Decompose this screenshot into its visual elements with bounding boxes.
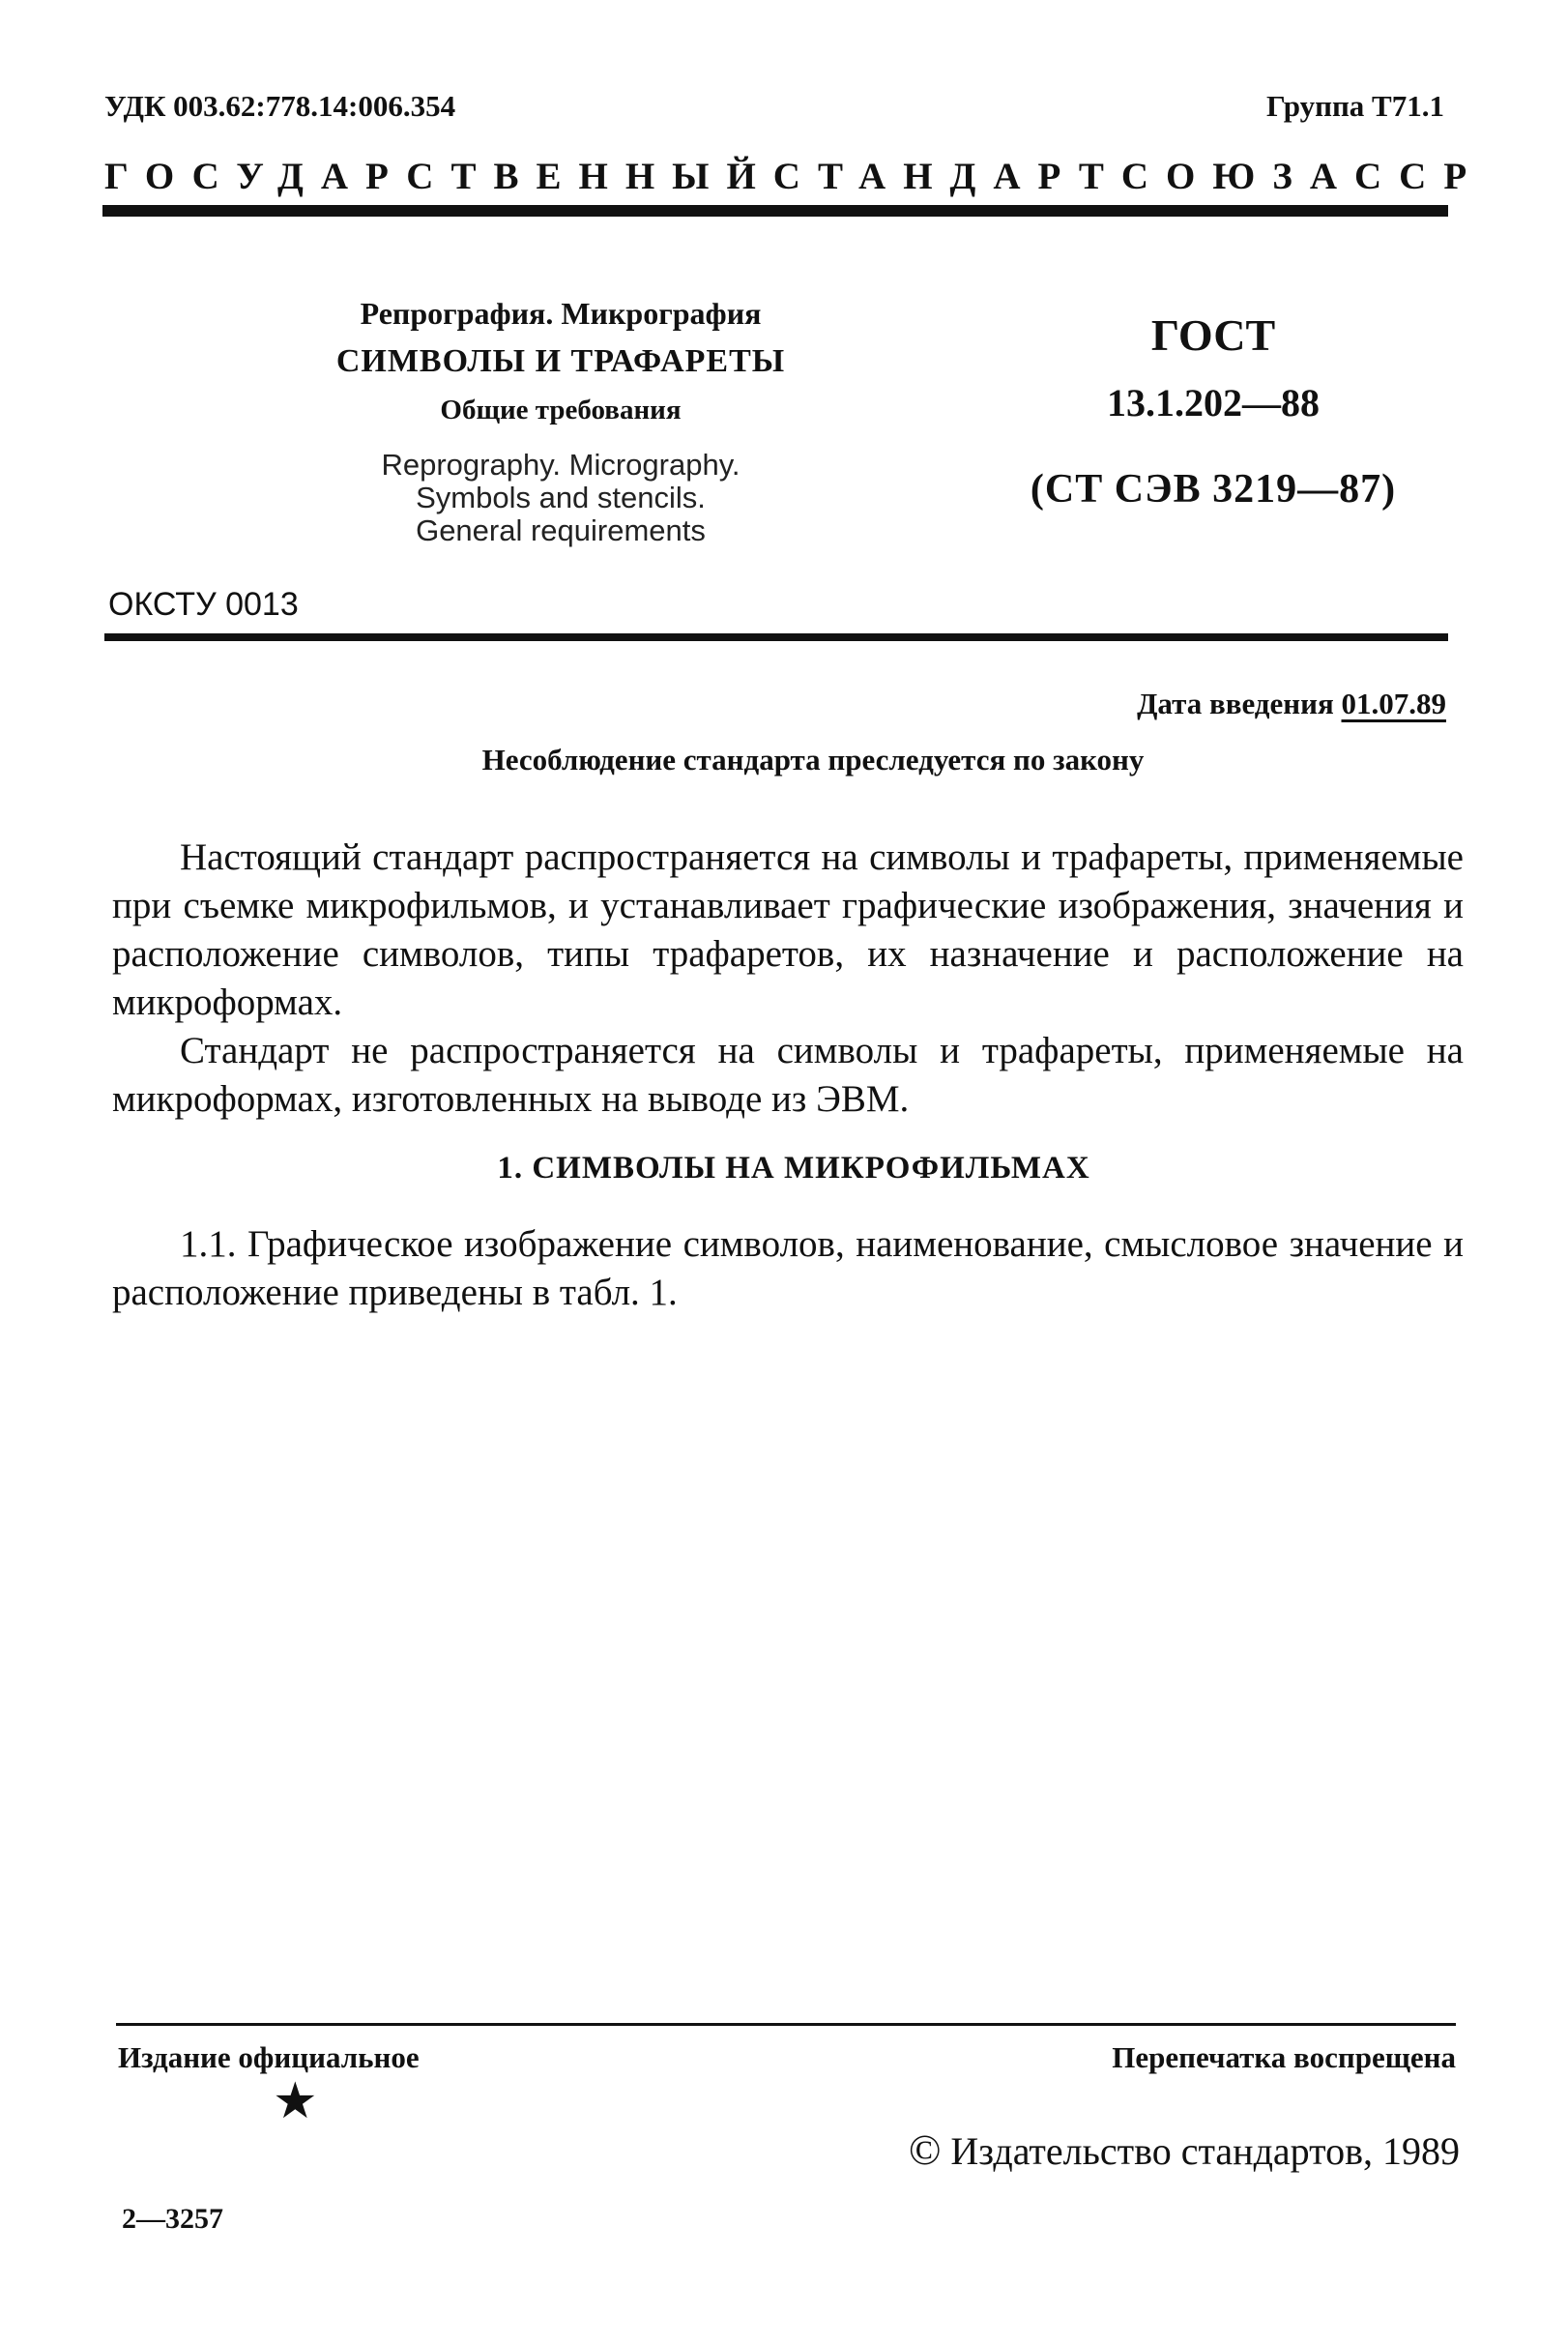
law-notice: Несоблюдение стандарта преследуется по закону (481, 743, 1145, 776)
star-icon: ★ (273, 2074, 318, 2129)
print-number: 2—3257 (122, 2203, 223, 2235)
title-english-line: General requirements (416, 513, 706, 547)
title-english-line: Symbols and stencils. (416, 481, 706, 514)
section-heading: 1. СИМВОЛЫ НА МИКРОФИЛЬМАХ (497, 1151, 1090, 1186)
state-standard-word: ГОСУДАРСТВЕННЫЙ (104, 156, 773, 197)
gost-designation (986, 309, 1440, 513)
middle-rule (104, 633, 1448, 641)
introduction-date-label: Дата введения (1137, 687, 1334, 720)
introduction-date-value: 01.07.89 (1341, 687, 1446, 720)
reprint-prohibited-label: Перепечатка воспрещена (1112, 2040, 1456, 2074)
title-main: СИМВОЛЫ И ТРАФАРЕТЫ (335, 343, 786, 379)
publisher-name: Издательство стандартов, 1989 (950, 2129, 1460, 2173)
body-paragraph: Настоящий стандарт распространяется на символы и трафареты, применяемые при съемке микрофильмов, и устанавливает графические изображения, значения и расположение символов, типы трафаретов, их назначение и расположение на микроформах. (112, 836, 1464, 1023)
body-paragraph: 1.1. Графическое изображение символов, наименование, смысловое значение и расположение приведены в табл. 1. (112, 1223, 1464, 1313)
state-standard-heading (104, 155, 1485, 198)
title-subject: Репрография. Микрография (360, 296, 762, 331)
okstu-code: ОКСТУ 0013 (108, 586, 299, 623)
state-standard-word: ССР (1354, 156, 1485, 197)
group-code: Группа Т71.1 (1265, 89, 1444, 123)
official-edition-label: Издание официальное (118, 2040, 420, 2074)
st-sev-number: (СТ СЭВ 3219—87) (1030, 467, 1397, 512)
body-paragraph: Стандарт не распространяется на символы и трафареты, применяемые на микроформах, изготовленных на выводе из ЭВМ. (112, 1030, 1464, 1120)
state-standard-word: СТАНДАРТ (772, 156, 1121, 197)
copyright-icon: © (908, 2126, 942, 2174)
title-english (261, 449, 860, 547)
title-english-line: Reprography. Micrography. (381, 448, 740, 482)
gost-label: ГОСТ (1150, 310, 1276, 360)
udk-code: УДК 003.62:778.14:006.354 (104, 89, 456, 123)
title-sub: Общие требования (440, 395, 682, 425)
state-standard-word: СОЮЗА (1120, 156, 1355, 197)
publisher-line (909, 2125, 1460, 2175)
title-block (261, 290, 860, 547)
gost-number: 13.1.202—88 (1107, 381, 1320, 425)
top-rule (102, 205, 1448, 217)
introduction-date (1137, 687, 1446, 721)
footer-rule (116, 2023, 1456, 2026)
